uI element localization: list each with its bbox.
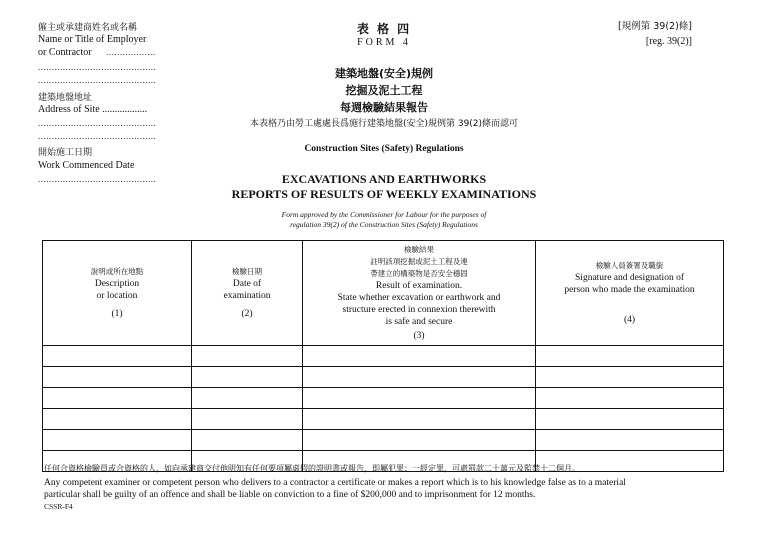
site-line-1: ........................................... — [38, 118, 157, 128]
employer-label-en-2 — [38, 47, 156, 58]
cell-result[interactable] — [303, 388, 536, 409]
col4-number: (4) — [623, 315, 636, 325]
column-header-description — [43, 241, 192, 346]
examination-table — [42, 240, 724, 472]
cell-signature[interactable] — [536, 346, 724, 367]
col3-zh-1: 檢驗結果 — [404, 245, 434, 254]
col4-zh: 檢驗人員簽署及職銜 — [595, 261, 664, 270]
approval-note-en-2: regulation 39(2) of the Construction Sites (Safety) Regulations — [290, 220, 478, 229]
cell-date[interactable] — [192, 367, 303, 388]
cell-result[interactable] — [303, 367, 536, 388]
commenced-label-en: Work Commenced Date — [38, 160, 135, 171]
col2-en-1: Date of — [232, 279, 262, 289]
cell-signature[interactable] — [536, 430, 724, 451]
footer-warning-en-2: particular shall be guilty of an offence and shall be liable on conviction to a fine of $200,000 and to imprisonment for 12 months. — [44, 490, 536, 500]
employer-dots: .................. — [106, 47, 156, 57]
footer-warning-zh: 任何合資格檢驗員或合資格的人，如向承建商交付他明知有任何要項屬虛假的證明書或報告，即屬犯罪：一經定罪，可處罰款二十萬元及監禁十二個月。 — [44, 464, 580, 473]
table-row — [43, 388, 724, 409]
col1-en-2: or location — [96, 291, 138, 301]
employer-line-1: ........................................... — [38, 62, 157, 72]
cell-signature[interactable] — [536, 367, 724, 388]
cell-date[interactable] — [192, 430, 303, 451]
table-row — [43, 367, 724, 388]
col3-en-3: structure erected in connexion therewith — [342, 305, 496, 315]
cell-result[interactable] — [303, 430, 536, 451]
site-label-en: Address of Site .................. — [38, 104, 148, 115]
col1-en-1: Description — [94, 279, 140, 289]
col3-en-1: Result of examination. — [375, 281, 463, 291]
col3-zh-3: 帶建立的構築物是否安全穩固 — [370, 269, 468, 278]
regulations-title: Construction Sites (Safety) Regulations — [304, 144, 464, 154]
reg-ref-zh: [規例第 39(2)條] — [618, 21, 692, 32]
col1-number: (1) — [111, 309, 123, 319]
cell-description[interactable] — [43, 346, 192, 367]
col3-zh-2: 註明該項挖掘或泥土工程及連 — [370, 257, 468, 266]
col2-zh: 檢驗日期 — [232, 267, 262, 276]
employer-label-zh: 僱主或承建商姓名或名稱 — [38, 23, 138, 33]
reg-ref-en: [reg. 39(2)] — [645, 36, 692, 47]
cell-description[interactable] — [43, 430, 192, 451]
title-zh-excavations: 挖掘及泥土工程 — [345, 84, 423, 97]
cell-result[interactable] — [303, 346, 536, 367]
cell-result[interactable] — [303, 409, 536, 430]
site-label-zh: 建築地盤地址 — [38, 93, 93, 103]
commenced-line: ........................................... — [38, 174, 157, 184]
column-header-date — [192, 241, 303, 346]
form-number-zh: 表 格 四 — [356, 22, 412, 36]
cell-date[interactable] — [192, 409, 303, 430]
cell-date[interactable] — [192, 388, 303, 409]
cell-date[interactable] — [192, 346, 303, 367]
main-title-line-1: EXCAVATIONS AND EARTHWORKS — [281, 172, 487, 186]
col4-en-1: Signature and designation of — [575, 273, 684, 283]
table-header-row — [43, 241, 724, 346]
column-header-result — [303, 241, 536, 346]
col1-zh: 說明或所在地點 — [90, 267, 144, 276]
col2-number: (2) — [241, 309, 253, 319]
main-title-line-2: REPORTS OF RESULTS OF WEEKLY EXAMINATIONS — [231, 187, 537, 201]
col2-en-2: examination — [223, 291, 271, 301]
title-zh-reports: 每週檢驗結果報告 — [340, 101, 428, 114]
cell-signature[interactable] — [536, 388, 724, 409]
col3-en-2: State whether excavation or earthwork and — [337, 293, 501, 303]
approval-note-en-1: Form approved by the Commissioner for Labour for the purposes of — [281, 210, 487, 219]
employer-label-en: Name or Title of Employer — [38, 34, 147, 45]
approval-note-zh: 本表格乃由勞工處處長爲施行建築地盤(安全)規例第 39(2)條而認可 — [249, 119, 519, 129]
table-row — [43, 430, 724, 451]
employer-line-2: ........................................... — [38, 75, 157, 85]
form-code: CSSR-F4 — [44, 502, 73, 511]
footer-warning-en-1: Any competent examiner or competent person who delivers to a contractor a certificate or makes a report which is to his knowledge false as to a material — [44, 478, 626, 488]
col3-number: (3) — [413, 331, 425, 341]
cell-signature[interactable] — [536, 409, 724, 430]
commenced-label-zh: 開始施工日期 — [38, 148, 93, 158]
title-zh-regulations: 建築地盤(安全)規例 — [334, 67, 434, 80]
table-row — [43, 409, 724, 430]
column-header-signature — [536, 241, 724, 346]
employer-label-en-2-text: or Contractor — [38, 47, 92, 58]
form-number-en: FORM 4 — [357, 37, 411, 48]
cell-description[interactable] — [43, 409, 192, 430]
col3-en-4: is safe and secure — [385, 317, 453, 327]
cell-description[interactable] — [43, 367, 192, 388]
col4-en-2: person who made the examination — [564, 285, 695, 295]
cell-description[interactable] — [43, 388, 192, 409]
table-row — [43, 346, 724, 367]
site-line-2: ........................................... — [38, 131, 157, 141]
